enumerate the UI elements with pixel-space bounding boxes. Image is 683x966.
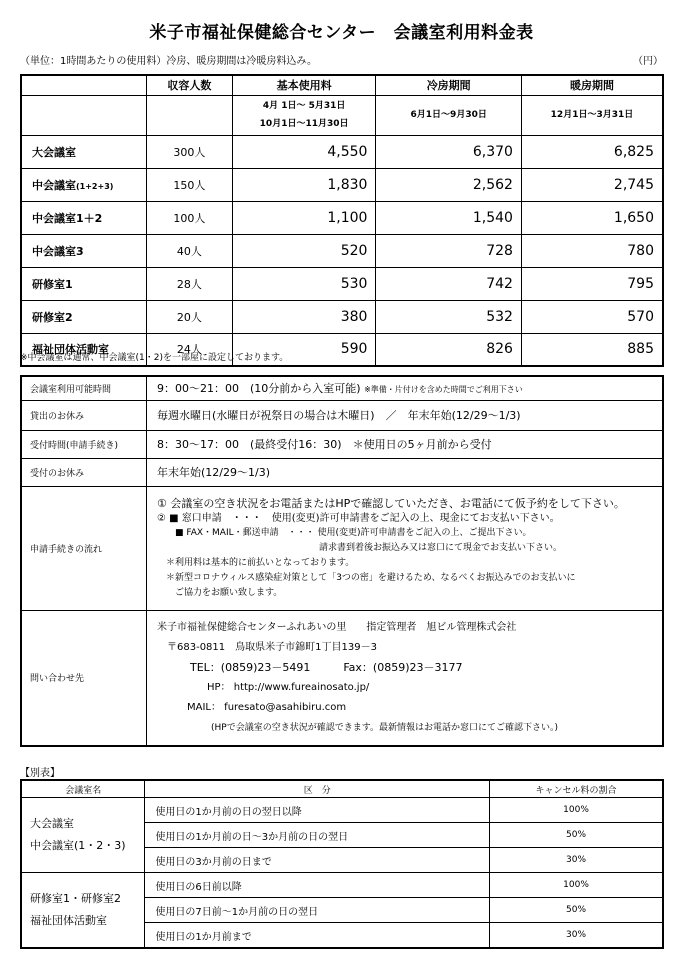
cancel-condition: 使用日の1か月前の日～3か月前の日の翌日 <box>145 823 490 848</box>
room-name: 大会議室 <box>21 135 147 168</box>
cancel-room-group <box>21 873 145 949</box>
cancel-room-name: 研修室1・研修室2 <box>30 892 121 905</box>
cancel-rate: 30% <box>490 923 663 949</box>
cooling-fee: 1,540 <box>376 201 521 234</box>
basic-fee: 520 <box>232 234 376 267</box>
appendix-label: 【別表】 <box>20 768 60 779</box>
cancel-condition: 使用日の6日前以降 <box>145 873 490 898</box>
basic-fee: 590 <box>232 333 376 366</box>
contact-line: HP： http://www.fureainosato.jp/ <box>157 681 370 693</box>
room-capacity: 20人 <box>147 300 233 333</box>
basic-fee: 1,100 <box>232 201 376 234</box>
room-name: 研修室1 <box>21 267 147 300</box>
hours-label: 会議室利用可能時間 <box>21 376 147 400</box>
fee-header-basic: 基本使用料 <box>232 75 376 95</box>
cancel-header-room: 会議室名 <box>21 780 145 798</box>
flow-line: ② ■ 窓口申請 ・・・ 使用(変更)許可申請書をご記入の上、現金にてお支払い下さい。 <box>157 512 560 524</box>
heating-fee: 780 <box>521 234 663 267</box>
flow-label: 申請手続きの流れ <box>21 486 147 610</box>
fee-header-cooling: 冷房期間 <box>376 75 521 95</box>
reception-label: 受付時間(申請手続き) <box>21 430 147 458</box>
cooling-fee: 2,562 <box>376 168 521 201</box>
cancel-condition: 使用日の1か月前の日の翌日以降 <box>145 798 490 823</box>
flow-line: ＊利用料は基本的に前払いとなっております。 <box>157 557 355 568</box>
fee-row <box>21 135 663 168</box>
fee-row <box>21 168 663 201</box>
heating-fee: 885 <box>521 333 663 366</box>
cancel-rate: 50% <box>490 823 663 848</box>
room-capacity: 28人 <box>147 267 233 300</box>
cooling-fee: 6,370 <box>376 135 521 168</box>
cancel-condition: 使用日の3か月前の日まで <box>145 848 490 873</box>
cancel-rate: 100% <box>490 798 663 823</box>
contact-line: (HPで会議室の空き状況が確認できます。最新情報はお電話か窓口にてご確認下さい。) <box>157 722 558 733</box>
heating-fee: 570 <box>521 300 663 333</box>
cancel-row <box>21 798 663 823</box>
basic-period-line: 4月 1日～ 5月31日 <box>262 101 346 111</box>
flow-value <box>147 486 664 610</box>
flow-line: ■ FAX・MAIL・郵送申請 ・・・ 使用(変更)許可申請書をご記入の上、ご提出下さい。 <box>157 527 532 538</box>
room-name: 福祉団体活動室 <box>21 333 147 366</box>
room-name: 研修室2 <box>21 300 147 333</box>
currency-note: （円） <box>633 56 663 67</box>
cancel-room-group <box>21 798 145 873</box>
fee-row <box>21 201 663 234</box>
basic-fee: 4,550 <box>232 135 376 168</box>
page-title: 米子市福祉保健総合センター 会議室利用料金表 <box>149 23 534 43</box>
info-table <box>20 375 664 747</box>
heating-fee: 6,825 <box>521 135 663 168</box>
cooling-fee: 826 <box>376 333 521 366</box>
reception-value: 8：30～17：00 (最終受付16：30) ＊使用日の5ヶ月前から受付 <box>147 430 664 458</box>
cooling-fee: 532 <box>376 300 521 333</box>
basic-period-line: 10月1日～11月30日 <box>259 119 349 129</box>
cooling-fee: 728 <box>376 234 521 267</box>
fee-header-heating: 暖房期間 <box>521 75 663 95</box>
heating-fee: 2,745 <box>521 168 663 201</box>
basic-fee: 380 <box>232 300 376 333</box>
cancel-row <box>21 873 663 898</box>
fee-header-blank <box>21 75 147 95</box>
flow-line: ご協力をお願い致します。 <box>157 587 283 598</box>
cancel-room-name: 大会議室 <box>30 817 74 830</box>
room-name: 中会議室3 <box>21 234 147 267</box>
cancel-header-condition: 区 分 <box>145 780 490 798</box>
basic-fee: 530 <box>232 267 376 300</box>
cancel-room-name: 福祉団体活動室 <box>30 914 107 927</box>
reception-closed-value: 年末年始(12/29～1/3) <box>147 458 664 486</box>
reception-closed-label: 受付のお休み <box>21 458 147 486</box>
cancel-rate: 30% <box>490 848 663 873</box>
heating-period: 12月1日～3月31日 <box>521 95 663 135</box>
contact-label: 問い合わせ先 <box>21 610 147 746</box>
flow-line: ① 会議室の空き状況をお電話またはHPで確認していただき、お電話にて仮予約をして下さい。 <box>157 496 625 510</box>
fee-note: ※中会議室は通常、中会議室(1・2)を一部屋に設定しております。 <box>20 353 289 363</box>
heating-fee: 1,650 <box>521 201 663 234</box>
cancel-condition: 使用日の1か月前まで <box>145 923 490 949</box>
hours-note: ※準備・片付けを含めた時間でご利用下さい <box>364 385 523 395</box>
basic-period <box>232 95 376 135</box>
fee-subheader-blank <box>21 95 147 135</box>
room-capacity: 150人 <box>147 168 233 201</box>
fee-row <box>21 267 663 300</box>
room-name: 中会議室(1+2+3) <box>21 168 147 201</box>
fee-table <box>20 74 664 367</box>
cancel-condition: 使用日の7日前～1か月前の日の翌日 <box>145 898 490 923</box>
flow-line: 請求書到着後お振込み又は窓口にて現金でお支払い下さい。 <box>157 542 563 553</box>
cancel-rate: 50% <box>490 898 663 923</box>
closed-value: 毎週水曜日(水曜日が祝祭日の場合は木曜日) ／ 年末年始(12/29～1/3) <box>147 400 664 430</box>
room-capacity: 40人 <box>147 234 233 267</box>
cancel-header-rate: キャンセル料の割合 <box>490 780 663 798</box>
hours-value: 9：00～21：00 (10分前から入室可能) ※準備・片付けを含めた時間でご利用下さい <box>147 376 664 400</box>
fee-header-capacity: 収容人数 <box>147 75 233 95</box>
closed-label: 貸出のお休み <box>21 400 147 430</box>
cancellation-table <box>20 779 664 949</box>
room-name: 中会議室1＋2 <box>21 201 147 234</box>
cancel-room-name: 中会議室(1・2・3) <box>30 839 126 852</box>
cancel-rate: 100% <box>490 873 663 898</box>
cooling-period: 6月1日～9月30日 <box>376 95 521 135</box>
cooling-fee: 742 <box>376 267 521 300</box>
heating-fee: 795 <box>521 267 663 300</box>
room-capacity: 300人 <box>147 135 233 168</box>
contact-line: 米子市福祉保健総合センターふれあいの里 指定管理者 旭ビル管理株式会社 <box>157 621 517 633</box>
contact-value <box>147 610 664 746</box>
room-name-suffix: (1+2+3) <box>76 181 114 191</box>
basic-fee: 1,830 <box>232 168 376 201</box>
contact-line: TEL：(0859)23－5491 Fax：(0859)23－3177 <box>157 660 463 674</box>
room-capacity: 24人 <box>147 333 233 366</box>
room-capacity: 100人 <box>147 201 233 234</box>
unit-note: （単位：1時間あたりの使用料）冷房、暖房期間は冷暖房料込み。 <box>20 56 317 67</box>
flow-line: ＊新型コロナウィルス感染症対策として「3つの密」を避けるため、なるべくお振込みでのお支払いに <box>157 572 576 583</box>
fee-row <box>21 234 663 267</box>
contact-line: MAIL： furesato@asahibiru.com <box>157 701 347 713</box>
fee-subheader-blank <box>147 95 233 135</box>
fee-row <box>21 300 663 333</box>
contact-line: 〒683-0811 鳥取県米子市錦町1丁目139－3 <box>157 641 377 653</box>
